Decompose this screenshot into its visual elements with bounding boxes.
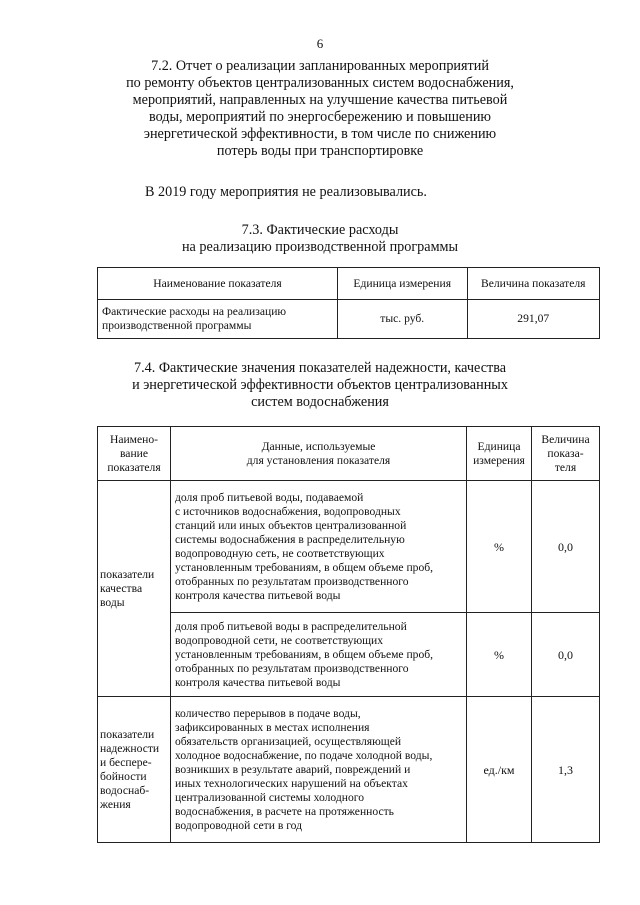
cell-line: количество перерывов в подаче воды, <box>175 706 361 720</box>
table-row <box>98 300 600 339</box>
cell-line: водопроводной сети в год <box>175 818 303 832</box>
cell-line: качества <box>100 581 143 595</box>
title-line: на реализацию производственной программы <box>181 239 459 255</box>
header-line: Величина <box>541 432 590 446</box>
title-line: систем водоснабжения <box>251 394 389 410</box>
section-7-3-title <box>0 222 640 256</box>
cell-line: производственной программы <box>102 319 252 332</box>
cell-line: станций или иных объектов централизованной <box>175 518 407 532</box>
column-header-value <box>532 427 600 481</box>
column-header-name: Наименование показателя <box>98 268 338 300</box>
cell-line: централизованной системы холодного <box>175 790 365 804</box>
title-line: энергетической эффективности, в том числе по снижению <box>143 126 497 142</box>
cell-line: системы водоснабжения в распределительную <box>175 532 405 546</box>
cell-line: с источников водоснабжения, водопроводных <box>175 504 401 518</box>
header-line: показа- <box>547 446 584 460</box>
cell-line: контроля качества питьевой воды <box>175 588 341 602</box>
description-cell <box>171 481 467 613</box>
table-row <box>98 697 600 843</box>
cell-line: водопроводную сеть, не соответствующих <box>175 546 385 560</box>
table-row <box>98 481 600 613</box>
value-cell: 0,0 <box>532 481 600 613</box>
value-cell: 291,07 <box>467 300 600 339</box>
indicators-table <box>97 426 600 843</box>
value-cell: 1,3 <box>532 697 600 843</box>
header-line: Данные, используемые <box>261 439 376 453</box>
header-line: вание <box>119 446 149 460</box>
cell-line: контроля качества питьевой воды <box>175 675 341 689</box>
title-line: 7.4. Фактические значения показателей надежности, качества <box>134 360 506 376</box>
cell-line: показатели <box>100 567 155 581</box>
unit-cell: тыс. руб. <box>338 300 468 339</box>
title-line: по ремонту объектов централизованных систем водоснабжения, <box>126 75 514 91</box>
cell-line: водопроводной сети, не соответствующих <box>175 633 384 647</box>
cell-line: отобранных по результатам производственного <box>175 661 409 675</box>
title-line: мероприятий, направленных на улучшение качества питьевой <box>132 92 508 108</box>
cell-line: доля проб питьевой воды, подаваемой <box>175 490 364 504</box>
cell-line: возникших в результате аварий, повреждений и <box>175 762 411 776</box>
title-line: 7.2. Отчет о реализации запланированных мероприятий <box>151 58 489 74</box>
header-line: Наимено- <box>109 432 159 446</box>
description-cell <box>171 697 467 843</box>
column-header-unit: Единица измерения <box>338 268 468 300</box>
column-header-indicator-name <box>98 427 171 481</box>
section-7-2-title <box>0 58 640 160</box>
cell-line: доля проб питьевой воды в распределительной <box>175 619 407 633</box>
cell-line: иных технологических нарушений на объектах <box>175 776 408 790</box>
header-line: для установления показателя <box>246 453 391 467</box>
expenses-table <box>97 267 600 339</box>
cell-line: и беспере- <box>100 755 152 769</box>
cell-line: зафиксированных в местах исполнения <box>175 720 370 734</box>
cell-line: установленным требованиям, в общем объеме проб, <box>175 647 434 661</box>
column-header-value: Величина показателя <box>467 268 600 300</box>
cell-line: показатели <box>100 727 155 741</box>
group-name-cell <box>98 697 171 843</box>
title-line: 7.3. Фактические расходы <box>241 222 399 238</box>
cell-line: отобранных по результатам производственного <box>175 574 409 588</box>
cell-line: водоснабжения, в расчете на протяженность <box>175 804 394 818</box>
cell-line: Фактические расходы на реализацию <box>102 305 287 318</box>
header-line: показателя <box>107 460 161 474</box>
header-line: Единица <box>477 439 521 453</box>
column-header-unit <box>467 427 532 481</box>
unit-cell: % <box>467 613 532 697</box>
section-7-2-body: В 2019 году мероприятия не реализовывались. <box>145 184 427 200</box>
unit-cell: ед./км <box>467 697 532 843</box>
value-cell: 0,0 <box>532 613 600 697</box>
unit-cell: % <box>467 481 532 613</box>
cell-line: обязательств организацией, осуществляющей <box>175 734 402 748</box>
cell-line: холодное водоснабжение, по подаче холодной воды, <box>175 748 433 762</box>
page-number: 6 <box>316 36 324 51</box>
section-7-4-title <box>0 360 640 411</box>
cell-line: водоснаб- <box>100 783 150 797</box>
cell-line: надежности <box>100 741 160 755</box>
title-line: и энергетической эффективности объектов централизованных <box>132 377 508 393</box>
indicator-name-cell <box>98 300 338 339</box>
cell-line: бойности <box>100 769 147 783</box>
header-line: измерения <box>473 453 525 467</box>
title-line: потерь воды при транспортировке <box>216 143 424 159</box>
table-header-row <box>98 427 600 481</box>
header-line: теля <box>554 460 577 474</box>
group-name-cell <box>98 481 171 697</box>
table-row <box>98 613 600 697</box>
cell-line: жения <box>100 797 131 811</box>
column-header-data <box>171 427 467 481</box>
table-header-row <box>98 268 600 300</box>
cell-line: воды <box>100 595 125 609</box>
description-cell <box>171 613 467 697</box>
cell-line: установленным требованиям, в общем объеме проб, <box>175 560 434 574</box>
title-line: воды, мероприятий по энергосбережению и повышению <box>148 109 492 125</box>
